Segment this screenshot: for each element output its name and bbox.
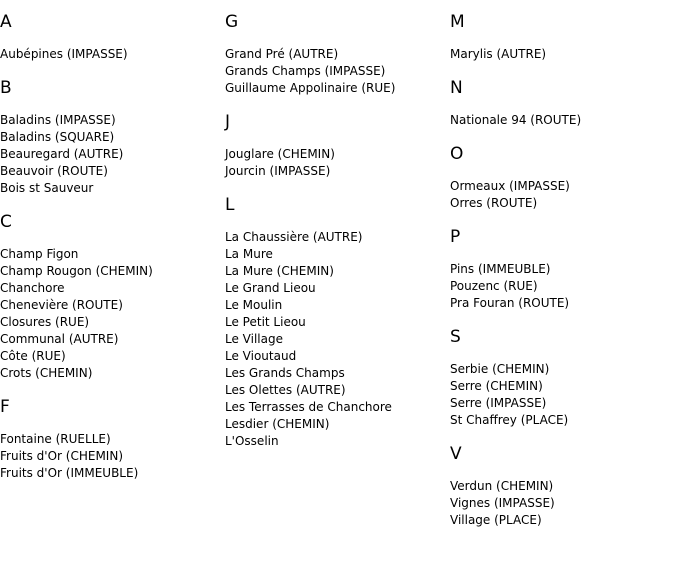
street-entry: Pouzenc (RUE) bbox=[450, 279, 538, 293]
letter-section bbox=[450, 144, 670, 212]
street-list bbox=[0, 431, 220, 482]
street-entry: St Chaffrey (PLACE) bbox=[450, 413, 569, 427]
street-entry: Chanchore bbox=[0, 281, 65, 295]
street-entry: Pra Fouran (ROUTE) bbox=[450, 296, 570, 310]
street-entry: Lesdier (CHEMIN) bbox=[225, 417, 330, 431]
street-list bbox=[450, 361, 670, 429]
street-entry: Fruits d'Or (IMMEUBLE) bbox=[0, 466, 139, 480]
letter-section bbox=[0, 78, 220, 197]
section-letter-heading: S bbox=[450, 327, 461, 347]
street-entry: Beauvoir (ROUTE) bbox=[0, 164, 108, 178]
section-letter-heading: L bbox=[225, 195, 235, 215]
section-letter-heading: M bbox=[450, 12, 465, 32]
street-entry: Grands Champs (IMPASSE) bbox=[225, 64, 386, 78]
street-entry: Orres (ROUTE) bbox=[450, 196, 538, 210]
letter-section bbox=[225, 12, 445, 97]
street-entry: Guillaume Appolinaire (RUE) bbox=[225, 81, 396, 95]
street-entry: Les Grands Champs bbox=[225, 366, 345, 380]
street-entry: Aubépines (IMPASSE) bbox=[0, 47, 128, 61]
section-letter-heading: B bbox=[0, 78, 12, 98]
street-entry: Le Moulin bbox=[225, 298, 283, 312]
index-column bbox=[0, 0, 220, 482]
street-entry: Jourcin (IMPASSE) bbox=[225, 164, 331, 178]
street-entry: Beauregard (AUTRE) bbox=[0, 147, 124, 161]
street-entry: Closures (RUE) bbox=[0, 315, 90, 329]
index-column bbox=[225, 0, 445, 450]
street-list bbox=[450, 261, 670, 312]
letter-section bbox=[450, 78, 670, 129]
street-list bbox=[450, 478, 670, 529]
street-entry: Jouglare (CHEMIN) bbox=[225, 147, 335, 161]
street-entry: Côte (RUE) bbox=[0, 349, 66, 363]
letter-section bbox=[0, 397, 220, 482]
street-entry: Nationale 94 (ROUTE) bbox=[450, 113, 582, 127]
letter-section bbox=[225, 195, 445, 450]
street-entry: La Mure bbox=[225, 247, 273, 261]
street-entry: La Mure (CHEMIN) bbox=[225, 264, 334, 278]
street-entry: Marylis (AUTRE) bbox=[450, 47, 547, 61]
street-entry: Fontaine (RUELLE) bbox=[0, 432, 111, 446]
letter-section bbox=[0, 212, 220, 382]
street-entry: Le Petit Lieou bbox=[225, 315, 306, 329]
street-list bbox=[0, 46, 220, 63]
street-list bbox=[225, 146, 445, 180]
street-entry: Le Village bbox=[225, 332, 283, 346]
section-letter-heading: N bbox=[450, 78, 463, 98]
street-list bbox=[225, 46, 445, 97]
street-entry: Serbie (CHEMIN) bbox=[450, 362, 550, 376]
street-list bbox=[0, 246, 220, 382]
street-list bbox=[450, 178, 670, 212]
street-entry: Serre (CHEMIN) bbox=[450, 379, 543, 393]
section-letter-heading: C bbox=[0, 212, 12, 232]
street-list bbox=[450, 112, 670, 129]
street-entry: Ormeaux (IMPASSE) bbox=[450, 179, 570, 193]
street-entry: La Chaussière (AUTRE) bbox=[225, 230, 363, 244]
street-entry: Baladins (SQUARE) bbox=[0, 130, 115, 144]
street-entry: Vignes (IMPASSE) bbox=[450, 496, 555, 510]
section-letter-heading: J bbox=[225, 112, 231, 132]
street-entry: Village (PLACE) bbox=[450, 513, 542, 527]
section-letter-heading: F bbox=[0, 397, 10, 417]
street-entry: Communal (AUTRE) bbox=[0, 332, 119, 346]
street-entry: Pins (IMMEUBLE) bbox=[450, 262, 551, 276]
street-entry: Les Olettes (AUTRE) bbox=[225, 383, 346, 397]
letter-section bbox=[450, 327, 670, 429]
street-entry: Bois st Sauveur bbox=[0, 181, 94, 195]
letter-section bbox=[0, 12, 220, 63]
street-entry: Champ Rougon (CHEMIN) bbox=[0, 264, 153, 278]
street-entry: Les Terrasses de Chanchore bbox=[225, 400, 392, 414]
street-entry: Le Vioutaud bbox=[225, 349, 297, 363]
street-entry: Grand Pré (AUTRE) bbox=[225, 47, 339, 61]
street-entry: Baladins (IMPASSE) bbox=[0, 113, 116, 127]
street-entry: Verdun (CHEMIN) bbox=[450, 479, 554, 493]
street-entry: L'Osselin bbox=[225, 434, 279, 448]
letter-section bbox=[450, 12, 670, 63]
street-list bbox=[225, 229, 445, 450]
section-letter-heading: G bbox=[225, 12, 239, 32]
section-letter-heading: O bbox=[450, 144, 464, 164]
street-list bbox=[0, 112, 220, 197]
street-entry: Fruits d'Or (CHEMIN) bbox=[0, 449, 123, 463]
letter-section bbox=[450, 444, 670, 529]
street-entry: Serre (IMPASSE) bbox=[450, 396, 547, 410]
street-entry: Champ Figon bbox=[0, 247, 79, 261]
letter-section bbox=[225, 112, 445, 180]
street-list bbox=[450, 46, 670, 63]
section-letter-heading: V bbox=[450, 444, 462, 464]
section-letter-heading: P bbox=[450, 227, 461, 247]
letter-section bbox=[450, 227, 670, 312]
street-entry: Crots (CHEMIN) bbox=[0, 366, 93, 380]
index-column bbox=[450, 0, 670, 529]
street-entry: Chenevière (ROUTE) bbox=[0, 298, 123, 312]
street-entry: Le Grand Lieou bbox=[225, 281, 316, 295]
section-letter-heading: A bbox=[0, 12, 12, 32]
